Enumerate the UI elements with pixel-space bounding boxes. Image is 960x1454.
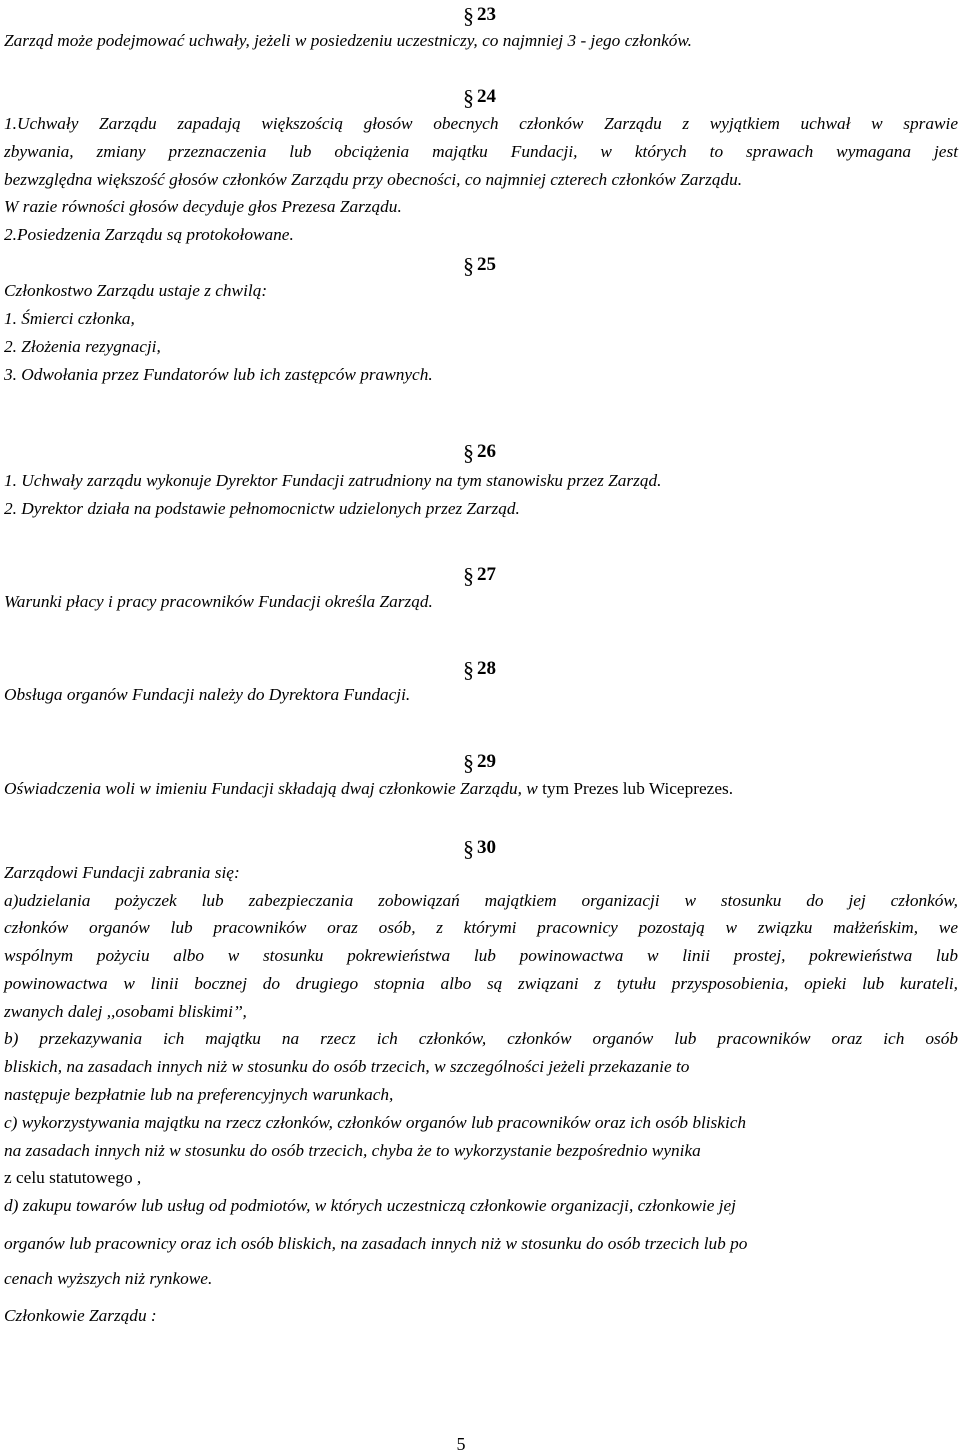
section-number: 23 (477, 4, 496, 25)
section-symbol: § (463, 657, 474, 682)
section-29-text (4, 778, 733, 800)
section-number: 26 (477, 441, 496, 462)
section-28-text: Obsługa organów Fundacji należy do Dyrektora Fundacji. (4, 685, 411, 704)
section-30-line: na zasadach innych niż w stosunku do osób trzecich, chyba że to wykorzystanie bezpośrednio wynika (4, 1141, 701, 1160)
section-23-text: Zarząd może podejmować uchwały, jeżeli w posiedzeniu uczestniczy, co najmniej 3 - jego członków. (4, 31, 692, 50)
section-30-line: członków organów lub pracowników oraz osób, z którymi pracownicy pozostają w związku małżeńskim, we (4, 918, 958, 937)
section-24-line: zbywania, zmiany przeznaczenia lub obciążenia majątku Fundacji, w których to sprawach wymagana jest (4, 142, 958, 161)
section-24-line: 1.Uchwały Zarządu zapadają większością głosów obecnych członków Zarządu z wyjątkiem uchwał w sprawie (4, 114, 958, 133)
section-heading-28 (463, 658, 496, 681)
section-heading-23 (463, 4, 496, 27)
section-25-line: 2. Złożenia rezygnacji, (4, 337, 161, 356)
section-30-line: wspólnym pożyciu albo w stosunku pokrewieństwa lub powinowactwa w linii prostej, pokrewieństwa lub (4, 946, 958, 965)
section-30-line: bliskich, na zasadach innych niż w stosunku do osób trzecich, w szczególności jeżeli przekazanie to (4, 1057, 690, 1076)
section-26-line: 2. Dyrektor działa na podstawie pełnomocnictw udzielonych przez Zarząd. (4, 499, 520, 518)
section-30-line: c) wykorzystywania majątku na rzecz członków, członków organów lub pracowników oraz ich osób bliskich (4, 1113, 747, 1132)
section-heading-24 (463, 86, 496, 109)
section-heading-26 (463, 441, 496, 464)
section-30-line: Zarządowi Fundacji zabrania się: (4, 863, 240, 882)
section-symbol: § (463, 836, 474, 861)
section-25-line: 1. Śmierci członka, (4, 309, 135, 328)
section-number: 27 (477, 564, 496, 585)
section-heading-27 (463, 564, 496, 587)
section-heading-29 (463, 751, 496, 774)
section-29-text-regular: tym Prezes lub Wiceprezes. (542, 779, 734, 798)
section-symbol: § (463, 253, 474, 278)
section-30-line: cenach wyższych niż rynkowe. (4, 1269, 213, 1288)
section-24-line: 2.Posiedzenia Zarządu są protokołowane. (4, 225, 294, 244)
section-30-line: d) zakupu towarów lub usług od podmiotów, w których uczestniczą członkowie organizacji, członkowie jej (4, 1196, 736, 1215)
section-25-line: Członkostwo Zarządu ustaje z chwilą: (4, 281, 268, 300)
section-30-line: Członkowie Zarządu : (4, 1306, 157, 1325)
section-symbol: § (463, 440, 474, 465)
section-30-line: a)udzielania pożyczek lub zabezpieczania zobowiązań majątkiem organizacji w stosunku do jej członków, (4, 891, 958, 910)
section-25-line: 3. Odwołania przez Fundatorów lub ich zastępców prawnych. (4, 365, 433, 384)
page-number: 5 (456, 1434, 466, 1454)
section-26-line: 1. Uchwały zarządu wykonuje Dyrektor Fundacji zatrudniony na tym stanowisku przez Zarząd. (4, 471, 662, 490)
section-heading-25 (463, 254, 496, 277)
section-symbol: § (463, 3, 474, 28)
section-number: 25 (477, 254, 496, 275)
section-symbol: § (463, 563, 474, 588)
section-number: 30 (477, 837, 496, 858)
section-symbol: § (463, 85, 474, 110)
section-number: 28 (477, 658, 496, 679)
section-number: 29 (477, 751, 496, 772)
section-29-text-italic: Oświadczenia woli w imieniu Fundacji składają dwaj członkowie Zarządu, w (4, 779, 543, 798)
section-30-line: z celu statutowego , (4, 1168, 142, 1187)
section-24-line: bezwzględna większość głosów członków Zarządu przy obecności, co najmniej czterech członków Zarządu. (4, 170, 743, 189)
section-30-line: b) przekazywania ich majątku na rzecz ich członków, członków organów lub pracowników oraz ich osób (4, 1029, 958, 1048)
section-30-line: zwanych dalej ,,osobami bliskimi’’, (4, 1002, 247, 1021)
section-30-line: następuje bezpłatnie lub na preferencyjnych warunkach, (4, 1085, 394, 1104)
section-24-line: W razie równości głosów decyduje głos Prezesa Zarządu. (4, 197, 402, 216)
section-30-line: powinowactwa w linii bocznej do drugiego stopnia albo są związani z tytułu przysposobienia, opieki lub kurateli, (4, 974, 958, 993)
section-27-text: Warunki płacy i pracy pracowników Fundacji określa Zarząd. (4, 592, 433, 611)
section-number: 24 (477, 86, 496, 107)
section-30-line: organów lub pracownicy oraz ich osób bliskich, na zasadach innych niż w stosunku do osób trzecich lub po (4, 1234, 748, 1253)
section-heading-30 (463, 837, 496, 860)
section-symbol: § (463, 750, 474, 775)
